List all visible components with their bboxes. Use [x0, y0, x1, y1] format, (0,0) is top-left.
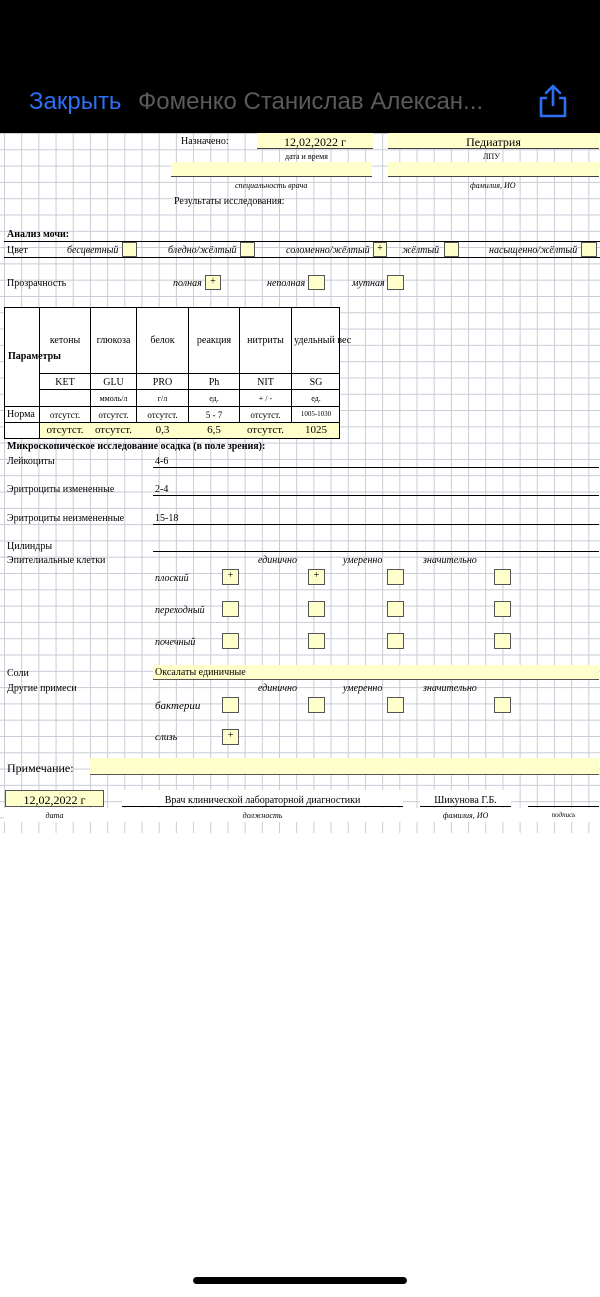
code-glu: GLU: [103, 377, 124, 388]
code-ket: KET: [55, 377, 75, 388]
epithelial-label: Эпителиальные клетки: [7, 555, 106, 566]
lab-form-sheet: [0, 133, 600, 833]
renal-extra-box: [494, 633, 511, 649]
clarity-partial-box: [308, 275, 325, 290]
renal-significant-box: [387, 633, 404, 649]
mucus-single-box: +: [222, 729, 239, 745]
clarity-option-partial: неполная: [267, 278, 306, 289]
other-label: Другие примеси: [7, 683, 77, 694]
code-pro: PRO: [152, 377, 173, 388]
bacteria-significant-box: [387, 697, 404, 713]
cylinders-label: Цилиндры: [7, 541, 53, 552]
color-option-yellow: жёлтый: [402, 245, 440, 256]
code-sg: SG: [309, 377, 323, 388]
clarity-label: Прозрачность: [7, 278, 67, 289]
result-ket: отсутст.: [46, 424, 84, 436]
color-saturated-box: [581, 242, 597, 257]
urine-analysis-title: Анализ мочи:: [7, 229, 70, 240]
other-level-significant: значительно: [423, 683, 477, 694]
clarity-turbid-box: [387, 275, 404, 290]
color-colorless-box: [122, 242, 137, 257]
level-single: единично: [258, 555, 297, 566]
specialty-field: [171, 162, 372, 177]
norm-pro: отсутст.: [147, 410, 178, 420]
other-level-single: единично: [258, 683, 297, 694]
doctor-fio-field: [388, 162, 599, 177]
clarity-full-box: +: [205, 275, 221, 290]
color-option-colorless: бесцветный: [67, 245, 119, 256]
close-button[interactable]: Закрыть: [29, 88, 122, 115]
bacteria-single-box: [222, 697, 239, 713]
clarity-option-full: полная: [173, 278, 202, 289]
code-ph: Ph: [208, 377, 220, 388]
flat-extra-box: [494, 569, 511, 585]
share-icon[interactable]: [535, 83, 571, 119]
color-label: Цвет: [7, 245, 28, 256]
rbc-changed-value: 2-4: [155, 484, 169, 495]
code-nit: NIT: [257, 377, 274, 388]
footer-doctor-field: Шикунова Г.Б.: [420, 790, 511, 807]
color-straw-box: +: [373, 242, 387, 257]
footer-position-field: Врач клинической лабораторной диагностики: [122, 790, 403, 807]
footer-fio-caption: фамилия, ИО: [442, 811, 489, 820]
color-yellow-box: [444, 242, 459, 257]
renal-moderate-box: [308, 633, 325, 649]
leukocytes-value: 4-6: [155, 456, 169, 467]
norm-nit: отсутст.: [250, 410, 281, 420]
salts-field: Оксалаты единичные: [153, 665, 599, 680]
color-option-saturated: насыщенно/жёлтый: [489, 245, 578, 256]
unit-pro: г/л: [157, 394, 168, 403]
transitional-significant-box: [387, 601, 404, 617]
footer-date-caption: дата: [45, 811, 64, 820]
other-mucus: слизь: [155, 732, 178, 743]
transitional-moderate-box: [308, 601, 325, 617]
result-ph: 6,5: [207, 424, 221, 436]
norm-ph: 5 - 7: [205, 410, 223, 420]
department-cell: Педиатрия: [388, 133, 599, 149]
specialty-caption: специальность врача: [235, 181, 308, 190]
flat-moderate-box: +: [308, 569, 325, 585]
flat-significant-box: [387, 569, 404, 585]
col-header-gravity: удельный вес: [294, 335, 352, 346]
unit-sg: ед.: [311, 394, 321, 403]
salts-label: Соли: [7, 668, 29, 679]
params-label: Параметры: [8, 351, 61, 362]
color-option-straw: соломенно/жёлтый: [286, 245, 370, 256]
footer-signature-caption: подпись: [551, 811, 576, 819]
renal-single-box: [222, 633, 239, 649]
result-sg: 1025: [305, 424, 327, 436]
leukocytes-label: Лейкоциты: [7, 456, 55, 467]
rbc-unchanged-value: 15-18: [155, 513, 179, 524]
norm-label: Норма: [7, 409, 35, 420]
results-label: Результаты исследования:: [174, 196, 285, 207]
flat-single-box: +: [222, 569, 239, 585]
bacteria-moderate-box: [308, 697, 325, 713]
nav-bar: [0, 0, 600, 133]
col-header-glucose: глюкоза: [96, 335, 131, 346]
col-header-ketones: кетоны: [49, 335, 81, 346]
lpu-caption: ЛПУ: [483, 152, 500, 161]
assigned-label: Назначено:: [181, 136, 229, 147]
transitional-extra-box: [494, 601, 511, 617]
color-pale-box: [240, 242, 255, 257]
color-option-pale: бледно/жёлтый: [168, 245, 237, 256]
other-level-moderate: умеренно: [343, 683, 383, 694]
unit-ph: ед.: [209, 394, 219, 403]
document-title: Фоменко Станислав Алексан...: [138, 88, 484, 115]
level-significant: значительно: [423, 555, 477, 566]
rbc-unchanged-label: Эритроциты неизмененные: [7, 513, 125, 524]
norm-sg: 1005-1030: [300, 410, 332, 418]
norm-glu: отсутст.: [98, 410, 129, 420]
level-moderate: умеренно: [343, 555, 383, 566]
footer-date-field: 12,02,2022 г: [5, 790, 104, 807]
fio-caption: фамилия, ИО: [470, 181, 516, 190]
col-header-protein: белок: [150, 335, 175, 346]
clarity-option-turbid: мутная: [352, 278, 385, 289]
footer-position-caption: должность: [242, 811, 283, 820]
epithelial-renal: почечный: [155, 637, 196, 648]
note-label: Примечание:: [7, 761, 74, 775]
home-indicator[interactable]: [193, 1277, 407, 1284]
bacteria-extra-box: [494, 697, 511, 713]
result-pro: 0,3: [155, 424, 170, 436]
date-caption: дата и время: [285, 152, 328, 161]
assigned-date-cell: 12,02,2022 г: [257, 133, 373, 149]
epithelial-flat: плоский: [155, 573, 189, 584]
note-field: [90, 758, 599, 775]
other-bacteria: бактерии: [155, 700, 201, 712]
result-nit: отсутст.: [246, 424, 285, 436]
rbc-changed-label: Эритроциты измененные: [7, 484, 115, 495]
result-glu: отсутст.: [94, 424, 133, 436]
transitional-single-box: [222, 601, 239, 617]
col-header-reaction: реакция: [196, 335, 232, 346]
epithelial-transitional: переходный: [155, 605, 205, 616]
unit-glu: ммоль/л: [99, 394, 128, 403]
microscopy-title: Микроскопическое исследование осадка (в поле зрения):: [7, 441, 266, 452]
norm-ket: отсутст.: [49, 410, 81, 420]
col-header-nitrites: нитриты: [247, 335, 284, 346]
unit-nit: + / -: [258, 394, 273, 403]
